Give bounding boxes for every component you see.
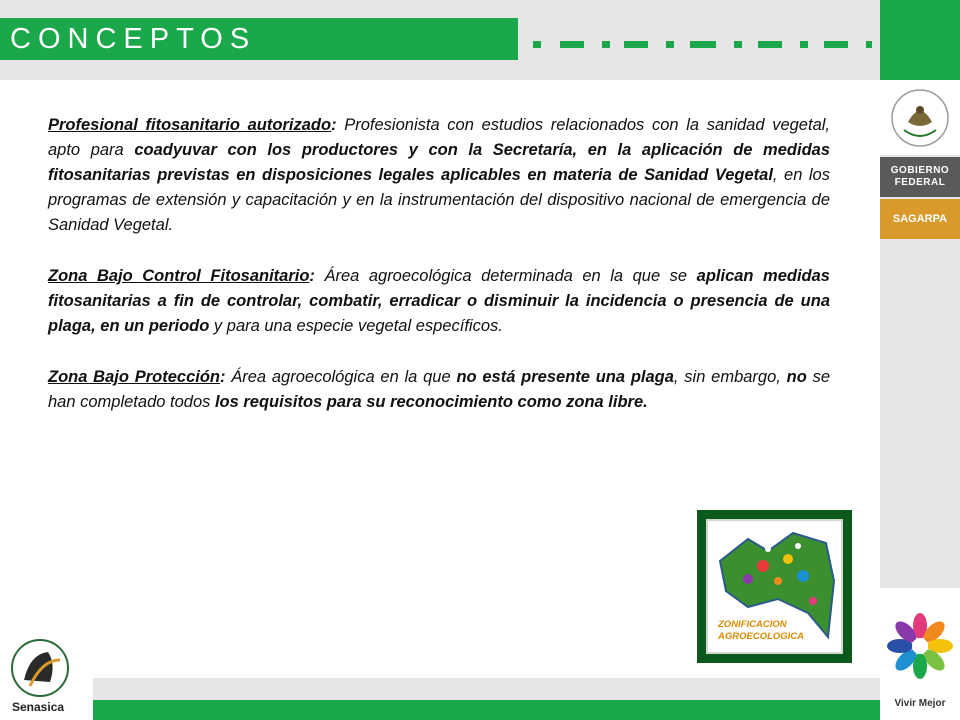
- decor-dash: [666, 41, 674, 48]
- senasica-logo: [0, 630, 85, 720]
- paragraph-profesional: [48, 113, 830, 238]
- bold-segment: coadyuvar con los productores y con la Secretaría, en la aplicación de medidas fitosanitarias previstas en disposiciones legales aplicables en materia de Sanidad Vegetal: [48, 141, 830, 184]
- text-segment: Área agroecológica determinada en la que se: [314, 267, 697, 285]
- text-segment: Profesionista con estudios relacionados con la sanidad vegetal, apto para: [48, 116, 830, 159]
- bold-segment: los requisitos para su reconocimiento como zona libre.: [214, 393, 648, 411]
- senasica-label: Senasica: [12, 700, 65, 714]
- paragraph-zona-control: [48, 264, 830, 339]
- page-title: CONCEPTOS: [10, 23, 257, 55]
- text-segment: , sin embargo,: [673, 368, 787, 386]
- bold-segment: aplican medidas fitosanitarias a fin de controlar, combatir, erradicar o disminuir la incidencia o presencia de una plaga, en un periodo: [48, 267, 830, 335]
- decor-dash: [533, 41, 541, 48]
- zonificacion-map: [706, 519, 843, 654]
- footer-gray-bar: [93, 678, 880, 700]
- caption-line-1: ZONIFICACION: [718, 619, 787, 630]
- text-segment: Área agroecológica en la que: [225, 368, 457, 386]
- decor-dash: [624, 41, 648, 48]
- mexico-shield: [880, 80, 960, 155]
- bold-segment: no está presente una plaga: [456, 368, 674, 386]
- zonificacion-caption: [718, 619, 804, 643]
- sagarpa-badge: SAGARPA: [880, 199, 960, 239]
- decor-dash: [800, 41, 808, 48]
- term-profesional: Profesional fitosanitario autorizado: [48, 116, 332, 134]
- decor-dash: [734, 41, 742, 48]
- paragraph-zona-proteccion: [48, 365, 830, 415]
- decor-dash: [602, 41, 610, 48]
- right-sidebar: [880, 0, 960, 720]
- gobierno-federal-badge: [880, 157, 960, 197]
- bold-segment: no: [786, 368, 807, 386]
- term-zona-control: Zona Bajo Control Fitosanitario: [48, 267, 310, 285]
- zonificacion-image: [697, 510, 852, 663]
- title-bar: [0, 18, 518, 60]
- decor-dash: [866, 41, 872, 48]
- term-colon: :: [219, 368, 226, 386]
- vivir-mejor-label: Vivir Mejor: [894, 698, 946, 709]
- text-segment: y para una especie vegetal específicos.: [209, 317, 503, 335]
- caption-line-2: AGROECOLOGICA: [718, 631, 805, 642]
- senasica-seal-icon: [0, 630, 85, 700]
- federal-label: FEDERAL: [894, 177, 946, 188]
- sidebar-top-block: [880, 0, 960, 80]
- text-segment: , en los programas de extensión y capacitación y en la instrumentación del dispositivo nacional de emergencia de Sanidad Vegetal.: [48, 166, 830, 234]
- decor-dash: [824, 41, 848, 48]
- decor-dash: [758, 41, 782, 48]
- main-content: [48, 113, 830, 441]
- decor-dash: [560, 41, 584, 48]
- flower-logo-icon: [880, 600, 960, 695]
- gobierno-label: GOBIERNO: [890, 165, 950, 176]
- decor-dash: [690, 41, 716, 48]
- term-zona-proteccion: Zona Bajo Protección: [48, 368, 220, 386]
- vivir-mejor-logo: [880, 600, 960, 720]
- footer-green-bar: [93, 700, 880, 720]
- eagle-shield-icon: [880, 80, 960, 155]
- term-colon: :: [331, 116, 337, 134]
- term-colon: :: [309, 267, 315, 285]
- text-segment: se han completado todos: [48, 368, 830, 411]
